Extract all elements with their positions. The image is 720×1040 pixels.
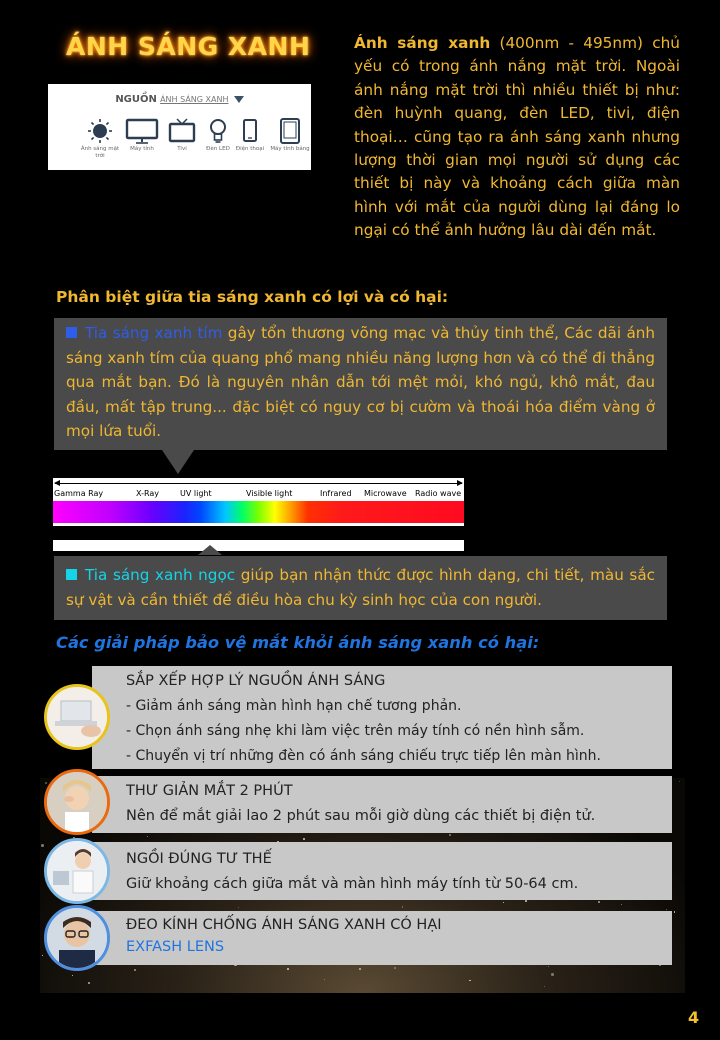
solution-heading: NGỒI ĐÚNG TƯ THẾ xyxy=(126,851,272,867)
star-dot xyxy=(551,973,554,976)
solution-heading: ĐEO KÍNH CHỐNG ÁNH SÁNG XANH CÓ HẠI xyxy=(126,917,442,933)
bulb-icon xyxy=(208,118,228,144)
star-dot xyxy=(303,838,305,840)
star-dot xyxy=(72,975,73,976)
source-phone xyxy=(230,118,270,153)
tv-icon xyxy=(168,118,196,144)
star-dot xyxy=(544,986,545,987)
square-bullet-icon xyxy=(66,327,77,338)
harmful-body: gây tổn thương võng mạc và thủy tinh thể, Các dãi ánh sáng xanh tím của quang phổ mang nhiều năng lượng hơn và có thể đi thẳng qua mắt bạn. Đó là nguyên nhân dẫn tới mệt mỏi, khó ngủ, khô mắt, đau đầu, mất tập trung... đặc biệt có nguy cơ bị cườm và thoái hóa điểm vàng ở mọi lứa tuổi. xyxy=(66,324,656,441)
sources-heading-small: ÁNH SÁNG XANH xyxy=(160,95,229,104)
section-heading-distinguish: Phân biệt giữa tia sáng xanh có lợi và có hại: xyxy=(56,288,449,306)
star-dot xyxy=(88,982,90,984)
source-tablet xyxy=(270,118,310,153)
double-arrow-icon xyxy=(55,483,462,484)
rubbing-eyes-photo xyxy=(44,769,110,835)
triangle-down-icon xyxy=(234,96,244,103)
star-dot xyxy=(525,900,527,902)
page xyxy=(40,18,685,993)
source-label: Tivi xyxy=(177,146,187,152)
exfash-lens-label: EXFASH LENS xyxy=(126,939,225,955)
star-dot xyxy=(147,836,148,837)
solution-line: - Chuyển vị trí những đèn có ánh sáng chiếu trực tiếp lên màn hình. xyxy=(126,748,601,764)
spectrum-label: Infrared xyxy=(320,489,352,498)
spectrum-label: UV light xyxy=(180,489,212,498)
source-label: Ánh sáng mặt trời xyxy=(80,146,120,159)
source-computer xyxy=(122,118,162,153)
source-label: Đèn LED xyxy=(206,146,230,152)
star-dot xyxy=(42,955,43,956)
harmful-lead: Tia sáng xanh tím xyxy=(85,324,223,342)
intro-lead: Ánh sáng xanh xyxy=(354,34,491,52)
monitor-icon xyxy=(125,118,159,144)
glasses-photo xyxy=(44,905,110,971)
solution-line: Nên để mắt giải lao 2 phút sau mỗi giờ dùng các thiết bị điện tử. xyxy=(126,808,596,824)
beneficial-body: giúp bạn nhận thức được hình dạng, chi tiết, màu sắc sự vật và cần thiết để điều hòa chu kỳ sinh học của con người. xyxy=(66,566,655,609)
source-label: Điện thoại xyxy=(235,146,265,152)
sun-icon xyxy=(87,118,113,144)
star-dot xyxy=(45,782,47,784)
spectrum-gradient-bar xyxy=(53,501,464,523)
star-dot xyxy=(359,968,361,970)
star-dot xyxy=(394,967,396,969)
star-dot xyxy=(503,902,504,903)
posture-photo xyxy=(44,838,110,904)
harmful-light-box xyxy=(54,318,667,450)
spectrum-label: Radio wave xyxy=(415,489,462,498)
solution-line: - Chọn ánh sáng nhẹ khi làm việc trên máy tính có nền hình sẫm. xyxy=(126,723,585,739)
callout-pointer xyxy=(162,450,194,474)
laptop-photo xyxy=(44,684,110,750)
solution-line: - Giảm ánh sáng màn hình hạn chế tương phản. xyxy=(126,698,462,714)
star-dot xyxy=(674,911,676,913)
tablet-icon xyxy=(279,118,301,144)
spectrum-labels xyxy=(53,489,464,501)
page-title: ÁNH SÁNG XANH xyxy=(66,32,311,61)
star-dot xyxy=(324,979,325,980)
star-dot xyxy=(621,904,622,905)
beneficial-lead: Tia sáng xanh ngọc xyxy=(85,566,236,584)
solution-line: Giữ khoảng cách giữa mắt và màn hình máy tính từ 50-64 cm. xyxy=(126,876,579,892)
beneficial-light-box xyxy=(54,556,667,620)
sources-heading xyxy=(48,94,311,105)
solution-heading: SẮP XẾP HỢP LÝ NGUỒN ÁNH SÁNG xyxy=(126,673,386,689)
star-dot xyxy=(666,909,667,910)
electromagnetic-spectrum xyxy=(53,478,464,551)
star-dot xyxy=(548,966,549,967)
solution-posture xyxy=(92,842,672,900)
spectrum-label: Microwave xyxy=(364,489,407,498)
star-dot xyxy=(679,781,680,782)
star-dot xyxy=(238,907,239,908)
star-dot xyxy=(41,844,44,847)
star-dot xyxy=(598,901,600,903)
blue-light-sources-infographic xyxy=(48,84,311,170)
spectrum-label: X-Ray xyxy=(136,489,159,498)
square-bullet-icon xyxy=(66,569,77,580)
source-sun xyxy=(80,118,120,159)
callout-notch xyxy=(198,545,222,555)
star-dot xyxy=(402,906,403,907)
solution-heading: THƯ GIẢN MẮT 2 PHÚT xyxy=(126,783,293,799)
intro-paragraph xyxy=(354,32,680,243)
page-number: 4 xyxy=(688,1008,700,1027)
star-dot xyxy=(449,834,451,836)
star-dot xyxy=(287,968,288,969)
source-label: Máy tính xyxy=(130,146,154,152)
star-dot xyxy=(469,980,471,982)
section-heading-solutions: Các giải pháp bảo vệ mắt khỏi ánh sáng xanh có hại: xyxy=(56,633,540,652)
sources-heading-bold: NGUỒN xyxy=(115,94,157,105)
spectrum-label: Visible light xyxy=(246,489,293,498)
source-label: Máy tính bảng xyxy=(270,146,310,152)
phone-icon xyxy=(242,118,258,144)
source-tv xyxy=(162,118,202,153)
spectrum-label: Gamma Ray xyxy=(54,489,104,498)
star-dot xyxy=(134,969,136,971)
solution-light-arrangement xyxy=(92,666,672,769)
solution-glasses xyxy=(92,911,672,965)
spectrum-divider xyxy=(53,526,464,540)
solution-eye-rest xyxy=(92,776,672,833)
intro-body: (400nm - 495nm) chủ yếu có trong ánh nắng mặt trời. Ngoài ánh nắng mặt trời thì nhiều thiết bị như: đèn huỳnh quang, đèn LED, tivi, điện thoại… cũng tạo ra ánh sáng xanh nhưng lượng thời gian mọi người sử dụng các thiết bị này và khoảng cách giữa màn hình với mắt của người dùng lại đáng lo ngại có thể ảnh hưởng lâu dài đến mắt. xyxy=(354,34,680,240)
